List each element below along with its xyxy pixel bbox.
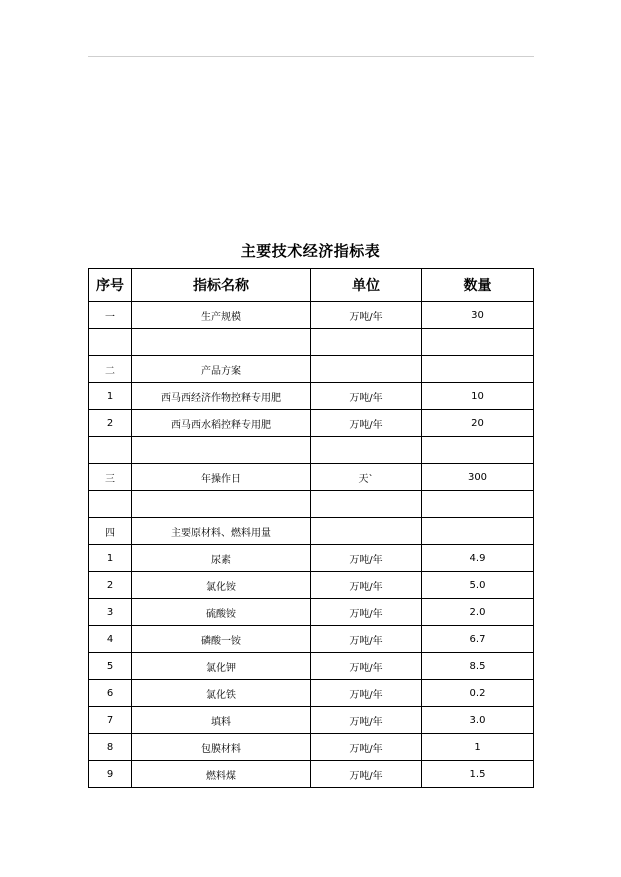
cell-name: 燃料煤 (132, 761, 311, 788)
cell-quantity: 30 (422, 302, 534, 329)
cell-unit (311, 491, 422, 518)
table-row (89, 680, 534, 707)
table-header-row (89, 269, 534, 302)
cell-index: 9 (89, 761, 132, 788)
cell-unit: 万吨/年 (311, 599, 422, 626)
cell-name: 主要原材料、燃料用量 (132, 518, 311, 545)
cell-name: 包膜材料 (132, 734, 311, 761)
cell-index (89, 329, 132, 356)
cell-unit: 万吨/年 (311, 626, 422, 653)
cell-name: 磷酸一铵 (132, 626, 311, 653)
cell-name: 氯化钾 (132, 653, 311, 680)
table-row (89, 599, 534, 626)
cell-unit: 万吨/年 (311, 572, 422, 599)
table-row (89, 302, 534, 329)
header-rule (88, 56, 534, 57)
table-row (89, 545, 534, 572)
cell-unit (311, 329, 422, 356)
cell-index: 1 (89, 383, 132, 410)
cell-quantity: 1.5 (422, 761, 534, 788)
cell-quantity: 10 (422, 383, 534, 410)
cell-quantity (422, 329, 534, 356)
column-header-quantity: 数量 (422, 269, 534, 302)
cell-unit: 天` (311, 464, 422, 491)
cell-quantity: 2.0 (422, 599, 534, 626)
table-row (89, 329, 534, 356)
cell-unit: 万吨/年 (311, 707, 422, 734)
cell-name: 西马西经济作物控释专用肥 (132, 383, 311, 410)
cell-index: 8 (89, 734, 132, 761)
cell-index: 四 (89, 518, 132, 545)
cell-quantity: 0.2 (422, 680, 534, 707)
cell-index: 7 (89, 707, 132, 734)
column-header-index: 序号 (89, 269, 132, 302)
cell-quantity: 5.0 (422, 572, 534, 599)
cell-quantity (422, 437, 534, 464)
cell-name: 尿素 (132, 545, 311, 572)
cell-quantity: 20 (422, 410, 534, 437)
column-header-name: 指标名称 (132, 269, 311, 302)
cell-name: 年操作日 (132, 464, 311, 491)
cell-name: 硫酸铵 (132, 599, 311, 626)
cell-unit (311, 356, 422, 383)
cell-index: 2 (89, 572, 132, 599)
cell-unit: 万吨/年 (311, 680, 422, 707)
table-row (89, 653, 534, 680)
cell-index (89, 491, 132, 518)
cell-name: 氯化铁 (132, 680, 311, 707)
cell-name (132, 491, 311, 518)
table-row (89, 572, 534, 599)
cell-index: 3 (89, 599, 132, 626)
cell-index: 2 (89, 410, 132, 437)
cell-index (89, 437, 132, 464)
table-row (89, 437, 534, 464)
cell-quantity: 4.9 (422, 545, 534, 572)
cell-index: 三 (89, 464, 132, 491)
cell-name: 填料 (132, 707, 311, 734)
cell-quantity: 1 (422, 734, 534, 761)
cell-quantity: 6.7 (422, 626, 534, 653)
cell-unit: 万吨/年 (311, 653, 422, 680)
cell-name (132, 437, 311, 464)
table-row (89, 518, 534, 545)
cell-index: 5 (89, 653, 132, 680)
cell-name: 西马西水稻控释专用肥 (132, 410, 311, 437)
cell-unit: 万吨/年 (311, 302, 422, 329)
cell-index: 1 (89, 545, 132, 572)
cell-name: 产品方案 (132, 356, 311, 383)
cell-quantity: 300 (422, 464, 534, 491)
cell-name: 生产规模 (132, 302, 311, 329)
cell-index: 二 (89, 356, 132, 383)
cell-index: 4 (89, 626, 132, 653)
cell-name: 氯化铵 (132, 572, 311, 599)
table-row (89, 734, 534, 761)
cell-quantity (422, 518, 534, 545)
cell-quantity: 3.0 (422, 707, 534, 734)
cell-name (132, 329, 311, 356)
table-row (89, 626, 534, 653)
table-row (89, 761, 534, 788)
cell-unit: 万吨/年 (311, 545, 422, 572)
cell-quantity (422, 356, 534, 383)
economic-indicators-table (88, 268, 534, 788)
table-row (89, 383, 534, 410)
cell-index: 6 (89, 680, 132, 707)
document-title: 主要技术经济指标表 (240, 242, 381, 260)
cell-unit: 万吨/年 (311, 410, 422, 437)
cell-unit: 万吨/年 (311, 383, 422, 410)
cell-unit: 万吨/年 (311, 734, 422, 761)
table-row (89, 356, 534, 383)
table-row (89, 410, 534, 437)
table-row (89, 707, 534, 734)
cell-quantity (422, 491, 534, 518)
cell-unit (311, 437, 422, 464)
cell-unit: 万吨/年 (311, 761, 422, 788)
table-row (89, 491, 534, 518)
column-header-unit: 单位 (311, 269, 422, 302)
cell-unit (311, 518, 422, 545)
cell-index: 一 (89, 302, 132, 329)
cell-quantity: 8.5 (422, 653, 534, 680)
table-row (89, 464, 534, 491)
